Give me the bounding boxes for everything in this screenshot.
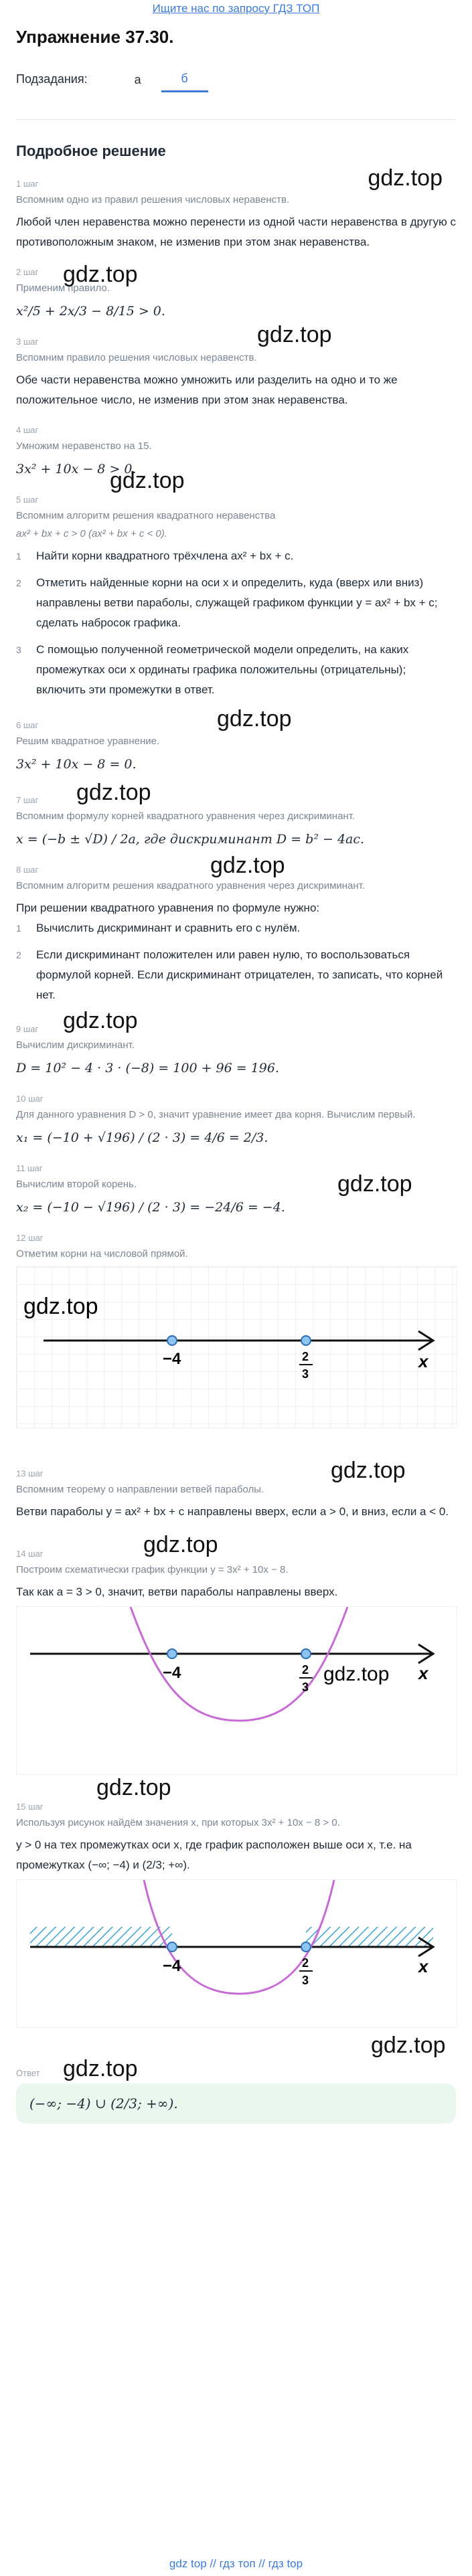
step-number: 12 шаг [16,1233,44,1243]
step-10 [16,1094,456,1148]
step-number: 11 шаг [16,1163,43,1173]
step-9 [16,1008,456,1079]
footer-links[interactable]: gdz top // гдз топ // гдз top [169,2557,303,2570]
step-hint: Применим правило. [16,282,110,294]
step-11 [16,1163,456,1218]
step-8 [16,853,456,1005]
parabola-svg [17,1607,457,1774]
step-hint: Вспомним теорему о направлении ветвей параболы. [16,1484,264,1495]
step-15 [16,1775,456,2058]
page-title: Упражнение 37.30. [16,27,174,47]
step-12 [16,1233,456,1428]
list-item: 1 Вычислить дискриминант и сравнить его с нулём. [16,922,301,934]
step-text: y > 0 на тех промежутках оси x, где график расположен выше оси x, т.е. на промежутках (−∞; −4) и (2/3; +∞). [16,1838,412,1871]
step-number: 6 шаг [16,720,39,730]
subtask-tab-a[interactable]: а [134,72,141,86]
step-hint: Используя рисунок найдём значения x, при которых 3x² + 10x − 8 > 0. [16,1817,340,1828]
number-line-figure [16,1266,457,1428]
step-number: 15 шаг [16,1802,44,1812]
step-hint: Решим квадратное уравнение. [16,736,160,747]
root-point [301,1942,311,1952]
list-item: 2 Отметить найденные корни на оси x и определить, куда (вверх или вниз) направлены ветви параболы, служащей графиком функции y = ax² + bx + c; сделать набросок графика. [16,576,438,629]
step-hint: Построим схематически график функции y = 3x² + 10x − 8. [16,1564,289,1575]
step-number: 8 шаг [16,865,39,875]
axis-label: x [418,1956,428,1976]
step-formula: x²/5 + 2x/3 − 8/15 > 0. [16,304,165,319]
step-number: 14 шаг [16,1549,44,1559]
parabola-figure [16,1606,457,1775]
watermark: gdz.top [257,322,332,347]
list-item: 3 С помощью полученной геометрической модели определить, на каких промежутках оси x ординаты графика положительны (отрицательны); включить эти промежутки в ответ. [16,643,409,696]
step-14 [16,1549,456,1775]
step-hint: Вычислим второй корень. [16,1179,137,1190]
step-formula: D = 10² − 4 · 3 · (−8) = 100 + 96 = 196. [16,1061,280,1076]
step-hint: Вспомним правило решения числовых неравенств. [16,352,257,363]
step-number: 13 шаг [16,1468,44,1478]
step-formula: x = (−b ± √D) / 2a, где дискриминант D = b² − 4ac. [16,832,365,847]
axis-label: x [418,1351,428,1371]
subtask-tab-b[interactable]: б [161,66,208,92]
answer-label: Ответ [16,2068,40,2078]
step-hint-inequality: ax² + bx + c > 0 (ax² + bx + c < 0). [16,528,167,539]
step-number: 7 шаг [16,795,39,805]
step-text: Ветви параболы y = ax² + bx + c направлены вверх, если a > 0, и вниз, если a < 0. [16,1505,449,1518]
step-hint: Вспомним одно из правил решения числовых неравенств. [16,194,290,205]
list-item: 1 Найти корни квадратного трёхчлена ax² + bx + c. [16,549,294,562]
answer-box: (−∞; −4) ∪ (2/3; +∞). [16,2083,456,2124]
root-label-2-den: 3 [302,1367,309,1381]
watermark: gdz.top [323,1663,390,1685]
root-label-1: −4 [163,1664,181,1682]
root-label-2-den: 3 [302,1974,309,1987]
step-formula: x₂ = (−10 − √196) / (2 · 3) = −24/6 = −4. [16,1200,285,1215]
root-label-1: −4 [163,1957,181,1975]
answer-block [16,2056,456,2124]
number-line-svg [17,1267,457,1428]
step-text: Любой член неравенства можно перенести из одной части неравенства в другую с противоположным знаком, не изменив при этом знак неравенства. [16,216,456,248]
step-hint: Умножим неравенство на 15. [16,440,152,452]
interval-svg [17,1880,457,2027]
interval-right [306,1927,433,1947]
root-point [301,1336,311,1345]
watermark: gdz.top [331,1458,406,1483]
watermark: gdz.top [337,1171,412,1197]
step-number: 5 шаг [16,495,39,505]
watermark: gdz.top [63,1008,138,1033]
step-text: При решении квадратного уравнения по формуле нужно: [16,901,320,914]
section-title: Подробное решение [16,143,166,159]
watermark: gdz.top [63,262,138,287]
root-label-1: −4 [163,1350,181,1368]
step-number: 4 шаг [16,425,39,435]
root-label-2-den: 3 [302,1681,309,1694]
top-search-link[interactable]: Ищите нас по запросу ГДЗ ТОП [152,2,320,15]
step-7 [16,795,456,850]
watermark: gdz.top [368,165,443,191]
divider [16,119,456,120]
watermark: gdz.top [96,1775,171,1800]
step-formula: x₁ = (−10 + √196) / (2 · 3) = 4/6 = 2/3. [16,1130,268,1145]
step-number: 3 шаг [16,337,39,347]
step-number: 2 шаг [16,267,39,277]
interval-left [30,1927,172,1947]
subtasks [16,66,456,92]
watermark: gdz.top [76,780,151,805]
step-2 [16,262,456,322]
step-hint: Вспомним алгоритм решения квадратного неравенства [16,510,276,521]
root-point [301,1649,311,1658]
watermark: gdz.top [143,1532,218,1557]
step-hint: Для данного уравнения D > 0, значит уравнение имеет два корня. Вычислим первый. [16,1109,416,1120]
step-hint: Вспомним формулу корней квадратного уравнения через дискриминант. [16,810,356,822]
step-3 [16,322,456,410]
step-hint: Вычислим дискриминант. [16,1039,135,1051]
watermark: gdz.top [63,2056,138,2081]
step-number: 10 шаг [16,1094,44,1104]
root-label-2-num: 2 [302,1350,309,1363]
interval-figure [16,1879,457,2028]
step-text: Так как a = 3 > 0, значит, ветви параболы направлены вверх. [16,1585,338,1598]
step-formula: 3x² + 10x − 8 > 0. [16,462,137,477]
root-point [167,1942,177,1952]
root-point [167,1649,177,1658]
step-formula: 3x² + 10x − 8 = 0. [16,757,137,772]
root-label-2-num: 2 [302,1663,309,1677]
step-1 [16,165,456,252]
root-label-2-num: 2 [302,1956,309,1970]
step-number: 1 шаг [16,179,39,189]
axis-label: x [418,1663,428,1683]
step-number: 9 шаг [16,1024,39,1034]
list-item: 2 Если дискриминант положителен или равен нулю, то воспользоваться формулой корней. Если дискриминант отрицателен, то записать, что корней нет. [16,948,443,1001]
watermark: gdz.top [23,1294,98,1319]
root-point [167,1336,177,1345]
step-text: Обе части неравенства можно умножить или разделить на одно и то же положительное число, не изменив при этом знак неравенства. [16,373,398,406]
watermark: gdz.top [371,2033,446,2058]
step-hint: Отметим корни на числовой прямой. [16,1248,188,1260]
step-4 [16,425,456,480]
watermark: gdz.top [210,853,285,878]
watermark: gdz.top [110,468,185,493]
subtasks-label: Подзадания: [16,72,88,86]
watermark: gdz.top [217,706,292,732]
step-hint: Вспомним алгоритм решения квадратного уравнения через дискриминант. [16,880,366,891]
